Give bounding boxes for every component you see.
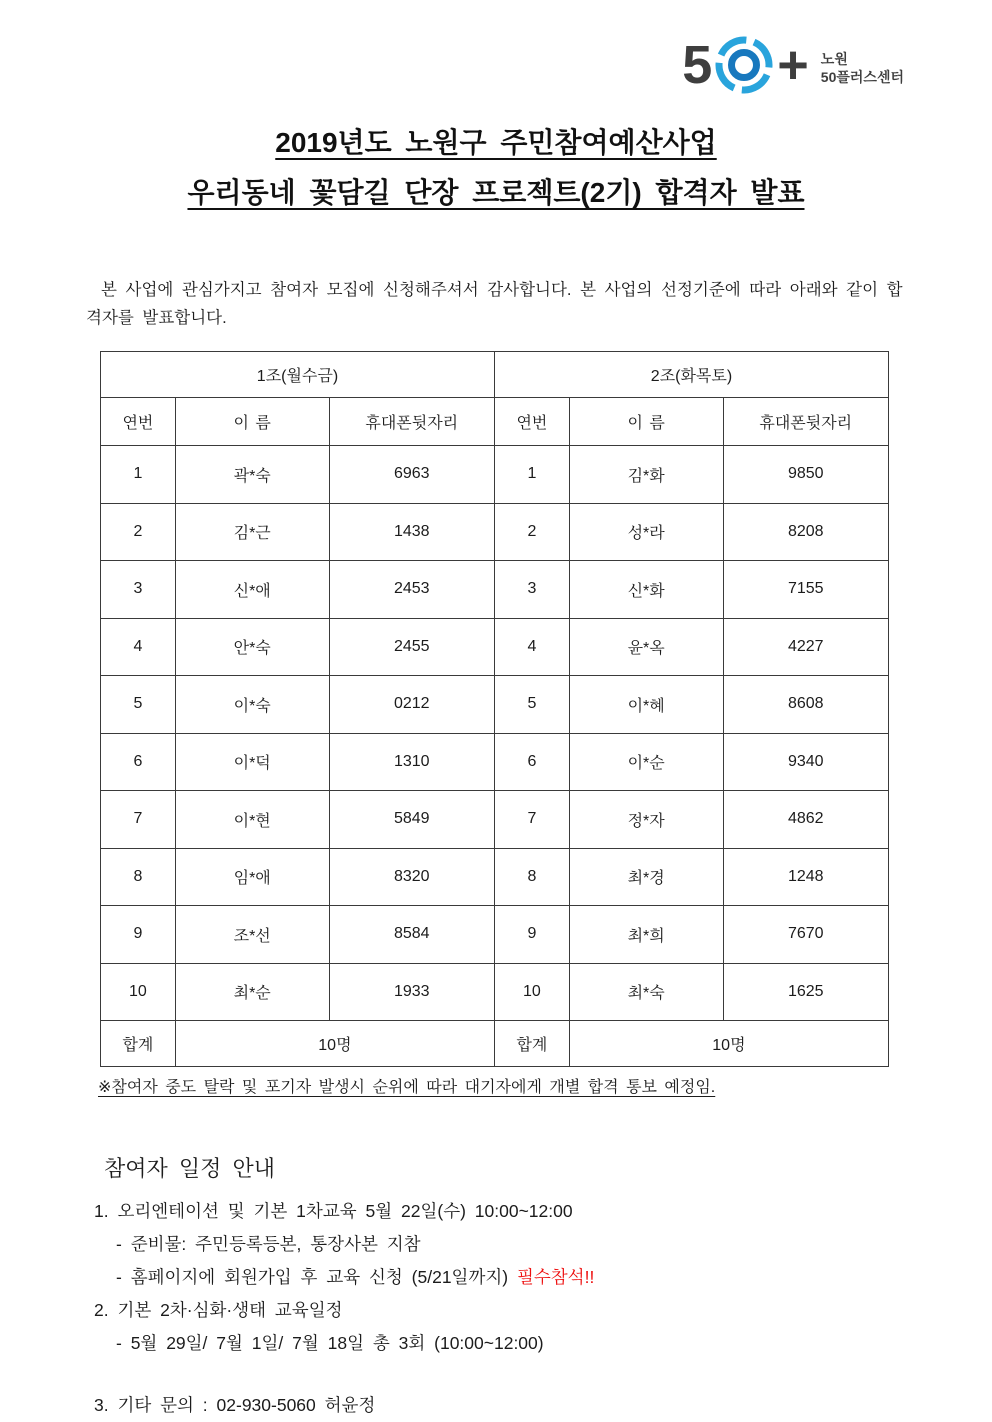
table-cell: 최*순: [175, 963, 329, 1021]
table-row: [101, 906, 889, 964]
table-cell: 최*희: [569, 906, 723, 964]
table-cell: 8584: [329, 906, 494, 964]
results-table: [100, 351, 889, 1067]
column-header: 연번: [494, 398, 569, 446]
table-cell: 2455: [329, 618, 494, 676]
schedule-item-1-sub-2: [94, 1261, 992, 1294]
table-cell: 최*숙: [569, 963, 723, 1021]
table-cell: 7: [494, 791, 569, 849]
logo: [682, 34, 904, 96]
table-cell: 8: [494, 848, 569, 906]
table-cell: 이*숙: [175, 676, 329, 734]
table-cell: 5849: [329, 791, 494, 849]
table-cell: 조*선: [175, 906, 329, 964]
schedule-item-1-sub-1: - 준비물: 주민등록등본, 통장사본 지참: [116, 1234, 421, 1254]
table-cell: 신*화: [569, 561, 723, 619]
table-cell: 안*숙: [175, 618, 329, 676]
table-row: [101, 963, 889, 1021]
table-cell: 김*근: [175, 503, 329, 561]
column-header: 휴대폰뒷자리: [329, 398, 494, 446]
table-total-row: [101, 1021, 889, 1067]
table-cell: 1625: [723, 963, 889, 1021]
table-cell: 6: [494, 733, 569, 791]
table-cell: 최*경: [569, 848, 723, 906]
logo-org-line2: 50플러스센터: [820, 69, 904, 85]
table-cell: 1248: [723, 848, 889, 906]
group1-title: 1조(월수금): [101, 352, 495, 398]
table-cell: 7: [101, 791, 176, 849]
table-cell: 임*애: [175, 848, 329, 906]
group2-title: 2조(화목토): [494, 352, 888, 398]
table-cell: 곽*숙: [175, 446, 329, 504]
footnote: ※참여자 중도 탈락 및 포기자 발생시 순위에 따라 대기자에게 개별 합격 통보 예정임.: [98, 1079, 716, 1096]
table-cell: 4862: [723, 791, 889, 849]
table-cell: 8208: [723, 503, 889, 561]
column-header: 휴대폰뒷자리: [723, 398, 889, 446]
table-cell: 4227: [723, 618, 889, 676]
logo-org-name: [821, 50, 904, 86]
table-cell: 4: [494, 618, 569, 676]
schedule-item-2: 2. 기본 2차·심화·생태 교육일정: [94, 1300, 343, 1320]
table-cell: 7155: [723, 561, 889, 619]
title-line-1: 2019년도 노원구 주민참여예산사업: [275, 127, 717, 158]
table-row: [101, 676, 889, 734]
table-cell: 9850: [723, 446, 889, 504]
table-cell: 5: [494, 676, 569, 734]
table-cell: 2453: [329, 561, 494, 619]
schedule-item-3: 3. 기타 문의 : 02-930-5060 허윤정: [94, 1395, 376, 1415]
table-cell: 2: [101, 503, 176, 561]
schedule-item-1-sub-2-text: - 홈페이지에 회원가입 후 교육 신청 (5/21일까지): [116, 1267, 517, 1287]
table-cell: 9: [101, 906, 176, 964]
mandatory-attendance-note: 필수참석!!: [516, 1267, 595, 1287]
table-cell: 1: [101, 446, 176, 504]
table-cell: 1438: [329, 503, 494, 561]
schedule-item-2-sub-1: - 5월 29일/ 7월 1일/ 7월 18일 총 3회 (10:00~12:00): [116, 1333, 544, 1353]
50plus-target-icon: [713, 34, 775, 96]
logo-number: 5: [682, 35, 713, 95]
table-row: [101, 791, 889, 849]
table-cell: 1: [494, 446, 569, 504]
table-cell: 이*혜: [569, 676, 723, 734]
document-title: [0, 118, 992, 218]
table-cell: 정*자: [569, 791, 723, 849]
table-row: [101, 618, 889, 676]
table-cell: 1310: [329, 733, 494, 791]
logo-org-line1: 노원: [820, 51, 848, 67]
table-row: [101, 503, 889, 561]
table-cell: 성*라: [569, 503, 723, 561]
total-label: 합계: [101, 1021, 176, 1067]
table-cell: 6963: [329, 446, 494, 504]
schedule-list: [94, 1195, 992, 1422]
table-cell: 0212: [329, 676, 494, 734]
table-cell: 2: [494, 503, 569, 561]
table-cell: 9: [494, 906, 569, 964]
schedule-item-1: 1. 오리엔테이션 및 기본 1차교육 5월 22일(수) 10:00~12:00: [94, 1201, 573, 1221]
table-group-header-row: [101, 352, 889, 398]
table-cell: 이*현: [175, 791, 329, 849]
table-cell: 김*화: [569, 446, 723, 504]
table-cell: 9340: [723, 733, 889, 791]
table-cell: 7670: [723, 906, 889, 964]
table-row: [101, 446, 889, 504]
column-header: 이 름: [569, 398, 723, 446]
table-cell: 10: [101, 963, 176, 1021]
column-header: 이 름: [175, 398, 329, 446]
header: [0, 0, 992, 96]
table-cell: 5: [101, 676, 176, 734]
table-cell: 4: [101, 618, 176, 676]
table-cell: 이*순: [569, 733, 723, 791]
table-cell: 1933: [329, 963, 494, 1021]
total-value: 10명: [569, 1021, 888, 1067]
table-row: [101, 733, 889, 791]
table-cell: 신*애: [175, 561, 329, 619]
table-cell: 10: [494, 963, 569, 1021]
table-cell: 3: [101, 561, 176, 619]
table-cell: 윤*옥: [569, 618, 723, 676]
table-cell: 8320: [329, 848, 494, 906]
table-row: [101, 848, 889, 906]
table-row: [101, 561, 889, 619]
column-header: 연번: [101, 398, 176, 446]
table-cell: 이*덕: [175, 733, 329, 791]
intro-paragraph: 본 사업에 관심가지고 참여자 모집에 신청해주셔서 감사합니다. 본 사업의 선정기준에 따라 아래와 같이 합격자를 발표합니다.: [86, 281, 903, 327]
total-value: 10명: [175, 1021, 494, 1067]
table-column-header-row: [101, 398, 889, 446]
table-cell: 8608: [723, 676, 889, 734]
title-line-2: 우리동네 꽃담길 단장 프로젝트(2기) 합격자 발표: [187, 177, 805, 208]
table-cell: 6: [101, 733, 176, 791]
schedule-heading: 참여자 일정 안내: [104, 1156, 275, 1181]
total-label: 합계: [494, 1021, 569, 1067]
logo-plus: +: [777, 35, 809, 95]
table-cell: 8: [101, 848, 176, 906]
table-cell: 3: [494, 561, 569, 619]
